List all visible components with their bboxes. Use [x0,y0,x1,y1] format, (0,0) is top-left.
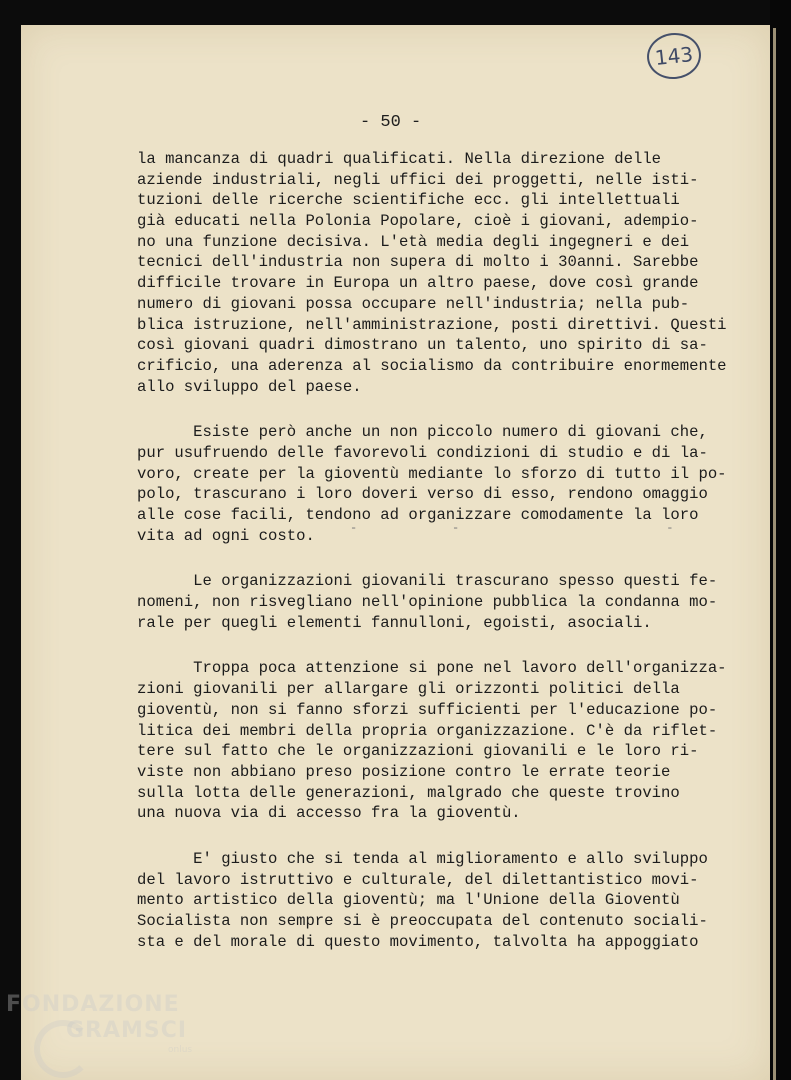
text-line: Esiste però anche un non piccolo numero di giovani che, [137,423,708,442]
text-line: Troppa poca attenzione si pone nel lavoro dell'organizza- [137,659,727,678]
watermark [6,992,193,1055]
paragraph-4 [137,658,757,824]
text-line: tere sul fatto che le organizzazioni giovanili e le loro ri- [137,742,699,761]
text-line: nomeni, non risvegliano nell'opinione pubblica la condanna mo- [137,593,718,612]
text-line: tecnici dell'industria non supera di molto i 30anni. Sarebbe [137,253,699,272]
text-line: pur usufruendo delle favorevoli condizioni di studio e di la- [137,443,708,462]
paragraph-5 [137,849,757,952]
watermark-line-2: GRAMSCI [66,1018,188,1043]
text-line: già educati nella Polonia Popolare, cioè i giovani, adempio- [137,212,699,231]
watermark-line-3: onlus [168,1045,193,1055]
text-line: così giovani quadri dimostrano un talento, uno spirito di sa- [137,336,708,355]
paragraph-1 [137,149,757,397]
text-line: zioni giovanili per allargare gli orizzonti politici della [137,680,680,699]
text-line: alle cose facili, tendono ad organizzare comodamente la loro [137,506,699,524]
text-line: allo sviluppo del paese. [137,377,362,396]
text-line: voro, create per la gioventù mediante lo sforzo di tutto il po- [137,464,727,483]
text-line: litica dei membri della propria organizzazione. C'è da riflet- [137,721,718,740]
text-line: una nuova via di accesso fra la gioventù. [137,804,521,823]
text-line: del lavoro istruttivo e culturale, del dilettantistico movi- [137,870,699,889]
text-line: rale per quegli elementi fannulloni, egoisti, asociali. [137,613,652,632]
text-line: sta e del morale di questo movimento, talvolta ha appoggiato [137,932,699,951]
text-line: difficile trovare in Europa un altro paese, dove così grande [137,274,699,293]
text-line: polo, trascurano i loro doveri verso di esso, rendono omaggio [137,485,708,504]
paragraph-3 [137,571,757,633]
text-line: no una funzione decisiva. L'età media degli ingegneri e dei [137,232,690,251]
text-line: sulla lotta delle generazioni, malgrado che queste trovino [137,783,680,802]
text-line: la mancanza di quadri qualificati. Nella direzione delle [137,150,662,168]
text-line: vita ad ogni costo. [137,526,315,545]
page-number: - 50 - [360,113,422,132]
watermark-line-1: FONDAZIONE [6,992,180,1017]
text-line: mento artistico della gioventù; ma l'Unione della Gioventù [137,891,680,910]
document-body [137,149,757,952]
stamp-number: 143 [653,42,695,70]
text-line: numero di giovani possa occupare nell'industria; nella pub- [137,294,690,313]
text-line: viste non abbiano preso posizione contro le errate teorie [137,762,671,781]
text-line: crificio, una aderenza al socialismo da contribuire enormemente [137,356,727,375]
typewriter-marks: - - - [350,521,677,535]
text-line: E' giusto che si tenda al miglioramento e allo sviluppo [137,849,708,868]
text-line: tuzioni delle ricerche scientifiche ecc. gli intellettuali [137,191,680,210]
scan-border [770,0,791,1080]
text-line: gioventù, non si fanno sforzi sufficienti per l'educazione po- [137,700,718,719]
text-line: Le organizzazioni giovanili trascurano spesso questi fe- [137,572,718,591]
text-line: aziende industriali, negli uffici dei proggetti, nelle isti- [137,170,699,189]
text-line: Socialista non sempre si è preoccupata del contenuto sociali- [137,912,708,930]
text-line: blica istruzione, nell'amministrazione, posti direttivi. Questi [137,315,727,334]
page-edge [773,28,776,1080]
